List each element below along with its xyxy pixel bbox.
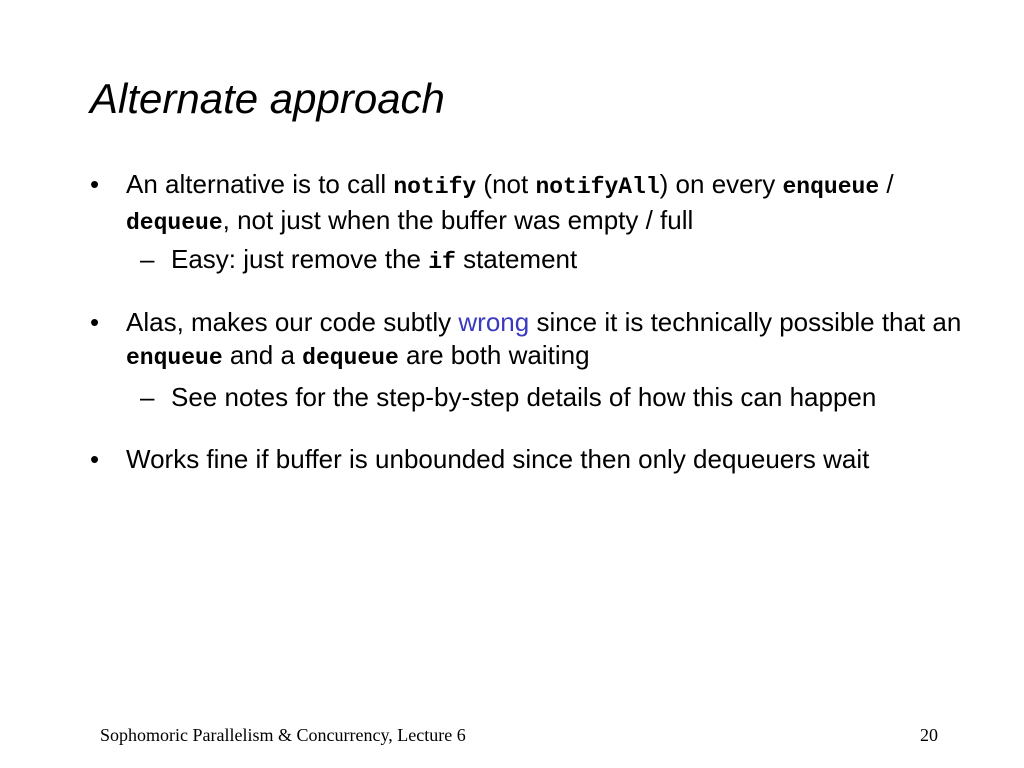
highlighted-word-wrong: wrong bbox=[458, 307, 530, 337]
footer-course-title: Sophomoric Parallelism & Concurrency, Lecture 6 bbox=[100, 725, 466, 745]
sub-bullet-text-1 bbox=[171, 243, 960, 279]
footer-page-number: 20 bbox=[920, 725, 938, 745]
bullet-marker: • bbox=[90, 444, 100, 474]
text-segment: ) on every bbox=[659, 169, 783, 199]
code-notify: notify bbox=[393, 174, 477, 200]
text-segment: (not bbox=[476, 169, 536, 199]
code-enqueue: enqueue bbox=[126, 345, 223, 371]
text-segment: Alas, makes our code subtly bbox=[126, 307, 459, 337]
sub-bullet-item-1 bbox=[140, 243, 960, 279]
code-notifyall: notifyAll bbox=[535, 174, 660, 200]
code-enqueue: enqueue bbox=[782, 174, 880, 200]
code-dequeue: dequeue bbox=[126, 210, 223, 236]
text-segment: See notes for the step-by-step details of how this can happen bbox=[171, 382, 877, 412]
bullet-item-1 bbox=[90, 168, 960, 240]
text-segment: , not just when the buffer was empty / full bbox=[222, 205, 694, 235]
bullet-text-3 bbox=[126, 443, 966, 476]
code-if: if bbox=[428, 249, 456, 275]
text-segment: and a bbox=[222, 340, 303, 370]
text-segment: An alternative is to call bbox=[126, 169, 394, 199]
sub-bullet-marker: – bbox=[140, 382, 155, 412]
sub-bullet-text-2 bbox=[171, 381, 960, 414]
bullet-text-1 bbox=[126, 168, 966, 240]
slide-title: Alternate approach bbox=[90, 75, 445, 122]
bullet-item-3 bbox=[90, 443, 960, 476]
text-segment: are both waiting bbox=[398, 340, 590, 370]
bullet-marker: • bbox=[90, 169, 100, 199]
sub-bullet-marker: – bbox=[140, 244, 155, 274]
text-segment: statement bbox=[455, 244, 578, 274]
code-dequeue: dequeue bbox=[302, 345, 399, 371]
text-segment: since it is technically possible that an bbox=[529, 307, 962, 337]
text-segment: Works fine if buffer is unbounded since then only dequeuers wait bbox=[126, 444, 870, 474]
text-segment: Easy: just remove the bbox=[171, 244, 429, 274]
bullet-text-2 bbox=[126, 306, 966, 375]
text-segment: / bbox=[879, 169, 894, 199]
bullet-marker: • bbox=[90, 307, 100, 337]
sub-bullet-item-2 bbox=[140, 381, 960, 414]
bullet-item-2 bbox=[90, 306, 960, 375]
